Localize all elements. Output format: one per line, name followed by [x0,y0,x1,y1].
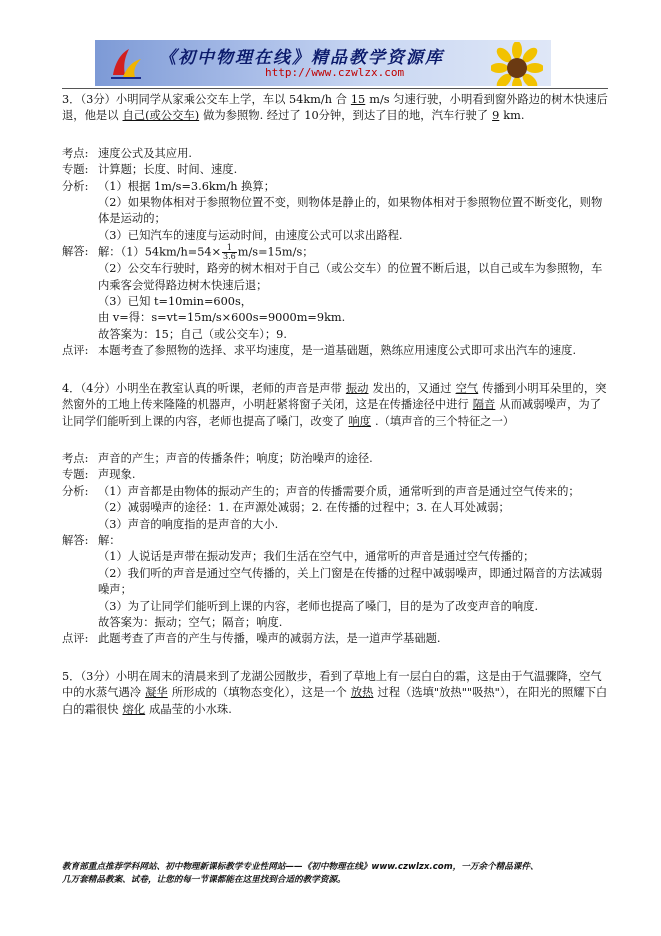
header-banner [95,40,551,86]
q5-stem-text: 过程（选填"放热""吸热"），在阳光的照耀下白白的霜很快 [62,686,608,716]
q5-answer-blank-1: 凝华 [145,686,168,700]
q4-answer-blank-4: 响度 [348,414,372,428]
page-footer [62,861,622,887]
q3-jieda-text: 解：（1）54km/h=54× [98,245,222,259]
q4-stem-text: .（填声音的三个特征之一） [375,414,515,428]
q3-jieda-2: （2）公交车行驶时，路旁的树木相对于自己（或公交车）的位置不断后退，以自己或车为参照物，车内乘客会觉得路边树木快速后退； [98,262,603,292]
q4-kaodian-row [62,451,612,467]
q4-answer-blank-3: 隔音 [472,398,496,412]
q3-fenxi-row [62,179,612,245]
q5-answer-blank-3: 熔化 [122,702,146,716]
q3-kaodian-row [62,146,612,162]
q4-jieda-1: （1）人说话是声带在振动发声；我们生活在空气中，通常听的声音是通过空气传播的； [98,550,535,564]
q4-stem-text: 4．（4分）小明坐在教室认真的听课，老师的声音是声带 [62,381,342,395]
q5-stem-text: 所形成的（填物态变化），这是一个 [171,686,347,700]
q4-stem-text: 传播到小明耳朵里的，突然窗外的工地上传来隆隆的机器声，小明赶紧将窗子关闭，这是在传播途径中进行 [62,381,607,412]
q3-answer-blank-1: 15 [350,93,366,106]
q4-zhuanti: 声现象. [98,468,136,482]
jieda-label: 解答: [62,533,89,547]
site-logo-icon [109,45,143,81]
fenxi-label: 分析: [62,179,89,193]
jieda-label: 解答: [62,245,89,259]
q4-stem-text: 从而减弱噪声，为了让同学们能听到上课的内容，老师也提高了嗓门，改变了 [62,398,601,428]
q3-jieda-row [62,244,612,343]
q3-jieda-4: 由 v=得：s=vt=15m/s×600s=9000m=9km. [98,311,346,325]
q3-fenxi-2: （2）如果物体相对于参照物位置不变，则物体是静止的，如果物体相对于参照物位置不断变化，则物体是运动的； [98,196,603,226]
q3-zhuanti-row [62,162,612,178]
q4-answer-blank-1: 振动 [345,381,369,395]
header-rule [62,88,608,89]
document-body [62,92,612,718]
q4-fenxi-row [62,484,612,533]
q3-dianping: 本题考查了参照物的选择、求平均速度，是一道基础题，熟练应用速度公式即可求出汽车的速度. [98,344,577,358]
footer-line-2: 几万套精品教案、试卷，让您的每一节课都能在这里找到合适的教学资源。 [62,875,346,885]
q4-jieda-4: 故答案为：振动；空气；隔音；响度. [98,615,283,629]
q4-dianping: 此题考查了声音的产生与传播，噪声的减弱方法，是一道声学基础题. [98,632,441,646]
q5-stem-text: 成晶莹的小水珠. [149,702,232,716]
q3-answer-blank-2: 自己(或公交车) [122,109,200,123]
q4-jieda-2: （2）我们听的声音是通过空气传播的，关上门窗是在传播的过程中减弱噪声，即通过隔音的方法减弱噪声； [98,566,603,597]
question-5-stem [62,669,612,718]
fraction-numerator: 1 [222,244,237,253]
sunflower-icon [491,42,543,86]
question-3-stem [62,92,612,125]
q3-jieda-text: m/s=15m/s； [237,245,314,259]
kaodian-label: 考点: [62,146,89,160]
q5-stem-text: 5．（3分）小明在周末的清晨来到了龙湖公园散步，看到了草地上有一层白白的霜，这是由于气温骤降，空气中的水蒸气遇冷 [62,669,602,700]
q4-jieda-3: （3）为了让同学们能听到上课的内容，老师也提高了嗓门，目的是为了改变声音的响度. [98,599,539,613]
q3-stem-text: m/s 匀速行驶，小明看到窗外路边的树木 [369,93,574,106]
q3-stem-text: 快速后退，他是以 [62,93,608,123]
q4-jieda-row [62,533,612,631]
q3-stem-text: 3．（3分）小明同学从家乘公交车上学，车以 54km/h 合 [62,93,347,106]
fenxi-label: 分析: [62,484,89,498]
q4-dianping-row [62,631,612,647]
footer-line-1: 教育部重点推荐学科网站、初中物理新课标教学专业性网站——《初中物理在线》www.czwlzx.com，一万余个精品课件、 [62,862,539,872]
fraction-denominator: 3.6 [223,252,236,262]
q4-stem-text: 发出的，又通过 [372,381,452,395]
dianping-label: 点评: [62,344,89,358]
q4-answer-blank-2: 空气 [455,381,479,395]
q5-answer-blank-2: 放热 [350,686,374,700]
q3-dianping-row [62,343,612,359]
q3-kaodian: 速度公式及其应用. [98,146,192,160]
q4-kaodian: 声音的产生；声音的传播条件；响度；防治噪声的途径. [98,451,373,465]
q4-fenxi-1: （1）声音都是由物体的振动产生的；声音的传播需要介质，通常听到的声音是通过空气传来的； [98,484,580,498]
q3-fenxi-3: （3）已知汽车的速度与运动时间，由速度公式可以求出路程. [98,228,403,242]
fraction [222,244,237,261]
q3-fenxi-1: （1）根据 1m/s=3.6km/h 换算； [98,179,276,193]
q4-fenxi-2: （2）减弱噪声的途径：1. 在声源处减弱；2. 在传播的过程中；3. 在人耳处减弱； [98,501,510,515]
q3-stem-text: km. [503,109,525,123]
kaodian-label: 考点: [62,451,89,465]
q3-zhuanti: 计算题；长度、时间、速度. [98,163,238,177]
q3-jieda-5: 故答案为：15；自己（或公交车）；9. [98,327,287,341]
banner-title: 《初中物理在线》精品教学资源库 [159,48,444,68]
zhuanti-label: 专题: [62,163,89,177]
q3-answer-blank-3: 9 [492,109,500,123]
dianping-label: 点评: [62,632,89,646]
zhuanti-label: 专题: [62,468,89,482]
q3-jieda-3: （3）已知 t=10min=600s， [98,295,253,309]
q4-zhuanti-row [62,467,612,483]
question-4-stem [62,381,612,430]
q4-fenxi-3: （3）声音的响度指的是声音的大小. [98,517,279,531]
q3-jieda-1 [98,244,612,261]
q3-stem-text: 做为参照物. 经过了 10分钟，到达了目的地，汽车行驶了 [203,109,489,123]
banner-url: http://www.czwlzx.com [265,66,405,79]
q4-jieda-0: 解： [98,533,121,547]
